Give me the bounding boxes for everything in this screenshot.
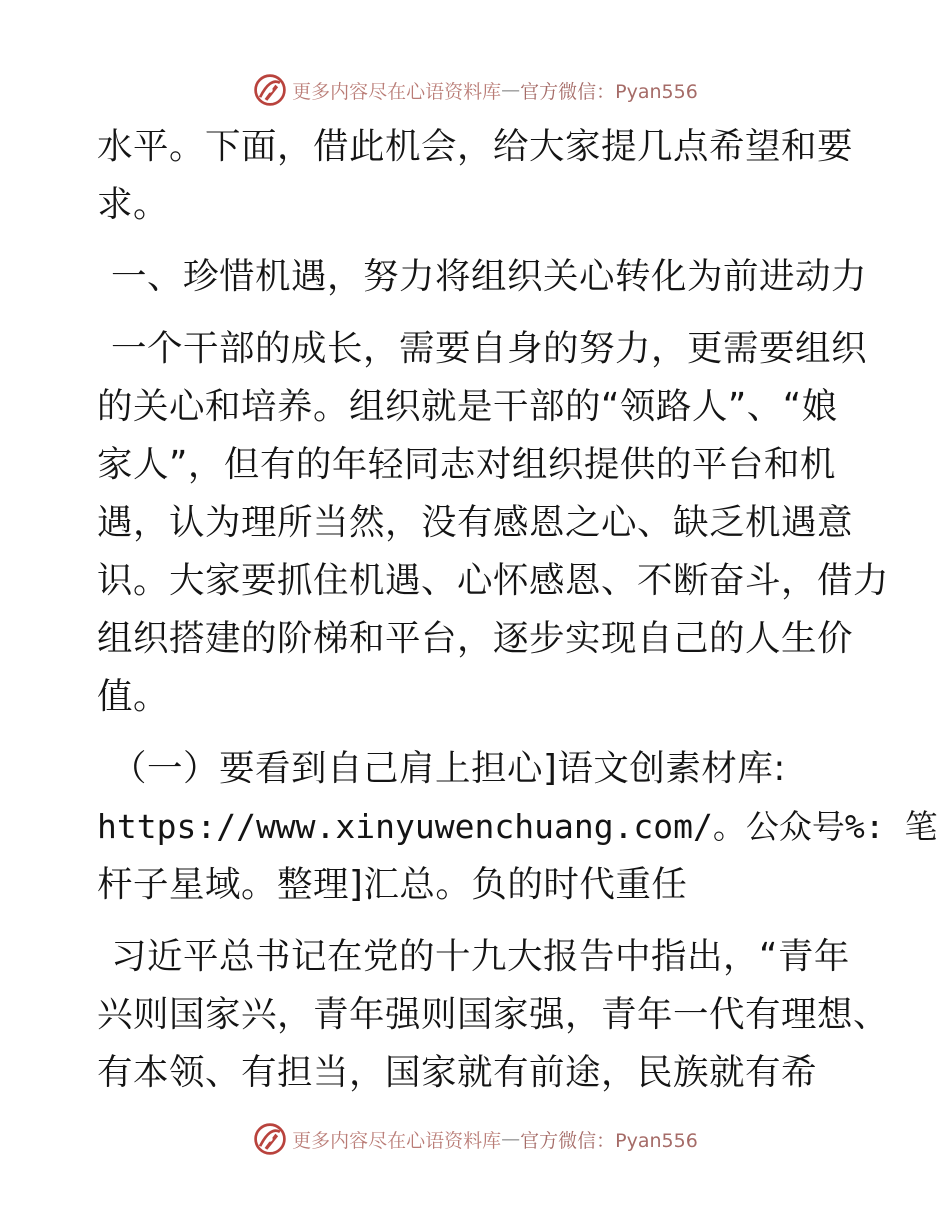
- watermark-site-text: 更多内容尽在心语资料库: [292, 1129, 502, 1152]
- sub-heading-line: （一）要看到自己肩上担心]语文创素材库:: [111, 748, 786, 789]
- text-line: 组织搭建的阶梯和平台，逐步实现自己的人生价: [97, 618, 854, 659]
- watermark-account-text: 官方微信：Pyan556: [520, 80, 698, 103]
- text-line: 值。: [97, 676, 170, 717]
- sub-heading-line: 杆子星域。整理]汇总。负的时代重任: [97, 864, 688, 905]
- text-line: 识。大家要抓住机遇、心怀感恩、不断奋斗，借力: [97, 560, 890, 601]
- watermark-site-text: 更多内容尽在心语资料库: [292, 80, 502, 103]
- pen-swirl-logo-icon: [252, 72, 288, 108]
- watermark-separator: —: [501, 1128, 521, 1150]
- section-heading-1: [97, 248, 887, 306]
- heading-line: 一、珍惜机遇，努力将组织关心转化为前进动力: [111, 256, 868, 297]
- text-line: 一个干部的成长，需要自身的努力，更需要组织: [111, 328, 868, 369]
- text-line: 家人”，但有的年轻同志对组织提供的平台和机: [97, 444, 836, 485]
- document-body: [97, 118, 938, 1102]
- text-line: 求。: [97, 184, 170, 225]
- paragraph-1: [97, 118, 887, 234]
- footer-watermark: [0, 1119, 950, 1159]
- watermark-separator: —: [501, 79, 521, 101]
- watermark-account-text: 官方微信：Pyan556: [520, 1129, 698, 1152]
- pen-swirl-logo-icon: [252, 1121, 288, 1157]
- text-line: 习近平总书记在党的十九大报告中指出，“青年: [111, 936, 850, 977]
- sub-heading-line: https://www.xinyuwenchuang.com/。公众号%: 笔: [97, 807, 938, 846]
- text-line: 有本领、有担当，国家就有前途，民族就有希: [97, 1052, 818, 1093]
- text-line: 的关心和培养。组织就是干部的“领路人”、“娘: [97, 386, 838, 427]
- text-line: 遇，认为理所当然，没有感恩之心、缺乏机遇意: [97, 502, 854, 543]
- header-watermark: [0, 70, 950, 110]
- text-line: 水平。下面，借此机会，给大家提几点希望和要: [97, 126, 854, 167]
- paragraph-2: [97, 320, 890, 726]
- sub-heading-1: [97, 740, 938, 914]
- text-line: 兴则国家兴，青年强则国家强，青年一代有理想、: [97, 994, 890, 1035]
- paragraph-3: [97, 928, 890, 1102]
